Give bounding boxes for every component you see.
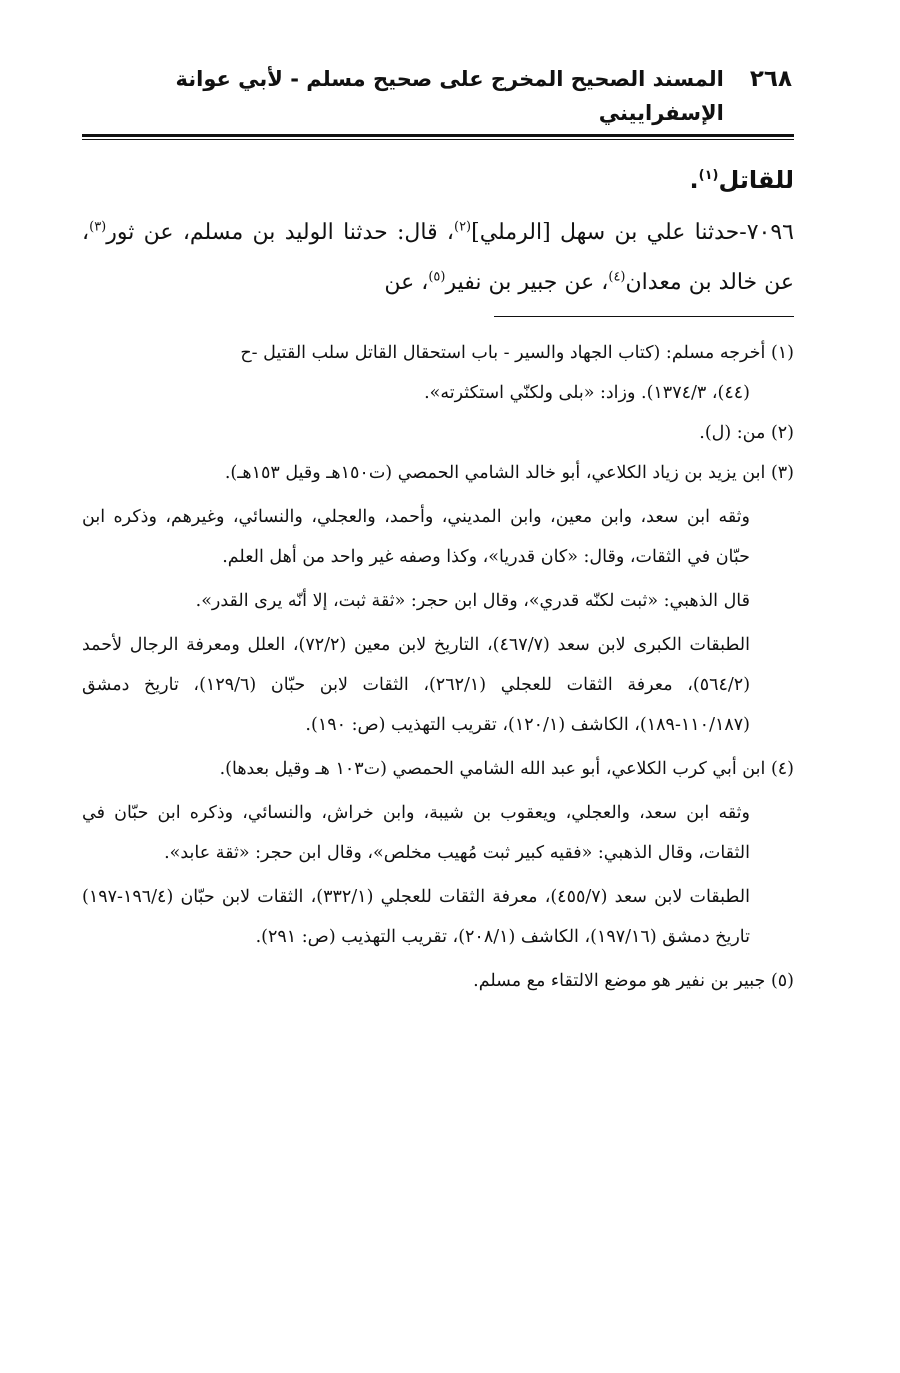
isnad-part-2: ، قال: حدثنا الوليد بن مسلم، عن ثور	[106, 220, 454, 245]
footnote-text: ابن أبي كرب الكلاعي، أبو عبد الله الشامي الحمصي (ت١٠٣ هـ وقيل بعدها).	[219, 759, 766, 779]
footnote-1	[82, 333, 794, 373]
footnote-4	[82, 749, 794, 789]
footnote-ref-2: (٢)	[453, 219, 472, 235]
footnote-ref-5: (٥)	[428, 269, 446, 285]
footnote-separator	[494, 316, 794, 317]
footnote-ref-4: (٤)	[608, 269, 626, 285]
running-title: المسند الصحيح المخرج على صحيح مسلم - لأبي عوانة الإسفراييني	[175, 67, 724, 125]
main-text	[82, 160, 794, 308]
header-rule	[82, 134, 794, 140]
footnote-4-authentication: وثقه ابن سعد، والعجلي، ويعقوب بن شيبة، وابن خراش، والنسائي، وذكره ابن حبّان في الثقات، وقال الذهبي: «فقيه كبير ثبت مُهيب مخلص»، وقال ابن حجر: «ثقة عابد».	[82, 803, 750, 863]
lead-line	[82, 160, 794, 200]
isnad-part-1: حدثنا علي بن سهل [الرملي]	[471, 220, 740, 245]
footnote-number: (٥)	[770, 971, 794, 991]
hadith-number: ٧٠٩٦-	[739, 220, 794, 245]
isnad-part-3: ، عن خالد بن معدان	[82, 220, 794, 295]
footnote-text: ابن يزيد بن زياد الكلاعي، أبو خالد الشامي الحمصي (ت١٥٠هـ وقيل ١٥٣هـ).	[224, 463, 766, 483]
footnote-5	[82, 961, 794, 1001]
page	[82, 62, 794, 1001]
footnote-1-continued: (٤٤)، ١٣٧٤/٣). وزاد: «بلى ولكنّي استكثرته».	[424, 383, 750, 403]
running-header	[82, 62, 794, 130]
page-number: ٢٦٨	[749, 66, 792, 92]
footnote-3-sources: الطبقات الكبرى لابن سعد (٤٦٧/٧)، التاريخ لابن معين (٧٢/٢)، العلل ومعرفة الرجال لأحمد (٥٦٤/٢)، معرفة الثقات للعجلي (٢٦٢/١)، الثقات لابن حبّان (١٢٩/٦)، تاريخ دمشق (١١٠/١٨٧-١٨٩)، الكاشف (١٢٠/١)، تقريب التهذيب (ص: ١٩٠).	[82, 635, 751, 735]
footnote-text: أخرجه مسلم: (كتاب الجهاد والسير - باب استحقال القاتل سلب القتيل -ح	[240, 343, 766, 363]
hadith-paragraph	[82, 208, 794, 308]
footnote-ref-1: (١)	[698, 168, 719, 183]
footnotes	[82, 333, 794, 1001]
footnote-number: (٢)	[770, 423, 794, 443]
footnote-3-verdict: قال الذهبي: «ثبت لكنّه قدري»، وقال ابن حجر: «ثقة ثبت، إلا أنّه يرى القدر».	[195, 591, 750, 611]
footnote-ref-3: (٣)	[89, 219, 107, 235]
footnote-2	[82, 413, 794, 453]
isnad-part-4: ، عن جبير بن نفير	[445, 270, 609, 295]
footnote-number: (١)	[770, 343, 794, 363]
footnote-4-sources: الطبقات لابن سعد (٤٥٥/٧)، معرفة الثقات للعجلي (٣٣٢/١)، الثقات لابن حبّان (١٩٦/٤-١٩٧) تاريخ دمشق (١٩٧/١٦)، الكاشف (٢٠٨/١)، تقريب التهذيب (ص: ٢٩١).	[82, 887, 750, 947]
footnote-3	[82, 453, 794, 493]
footnote-number: (٣)	[770, 463, 794, 483]
footnote-number: (٤)	[770, 759, 794, 779]
lead-word: للقاتل	[718, 166, 794, 194]
isnad-part-5: ، عن	[384, 270, 429, 295]
footnote-text: من: (ل).	[699, 423, 766, 443]
lead-end: .	[689, 166, 699, 194]
footnote-text: جبير بن نفير هو موضع الالتقاء مع مسلم.	[473, 971, 766, 991]
footnote-3-authentication: وثقه ابن سعد، وابن معين، وابن المديني، وأحمد، والعجلي، والنسائي، وغيرهم، وذكره ابن حبّان في الثقات، وقال: «كان قدريا»، وكذا وصفه غير واحد من أهل العلم.	[82, 507, 750, 567]
